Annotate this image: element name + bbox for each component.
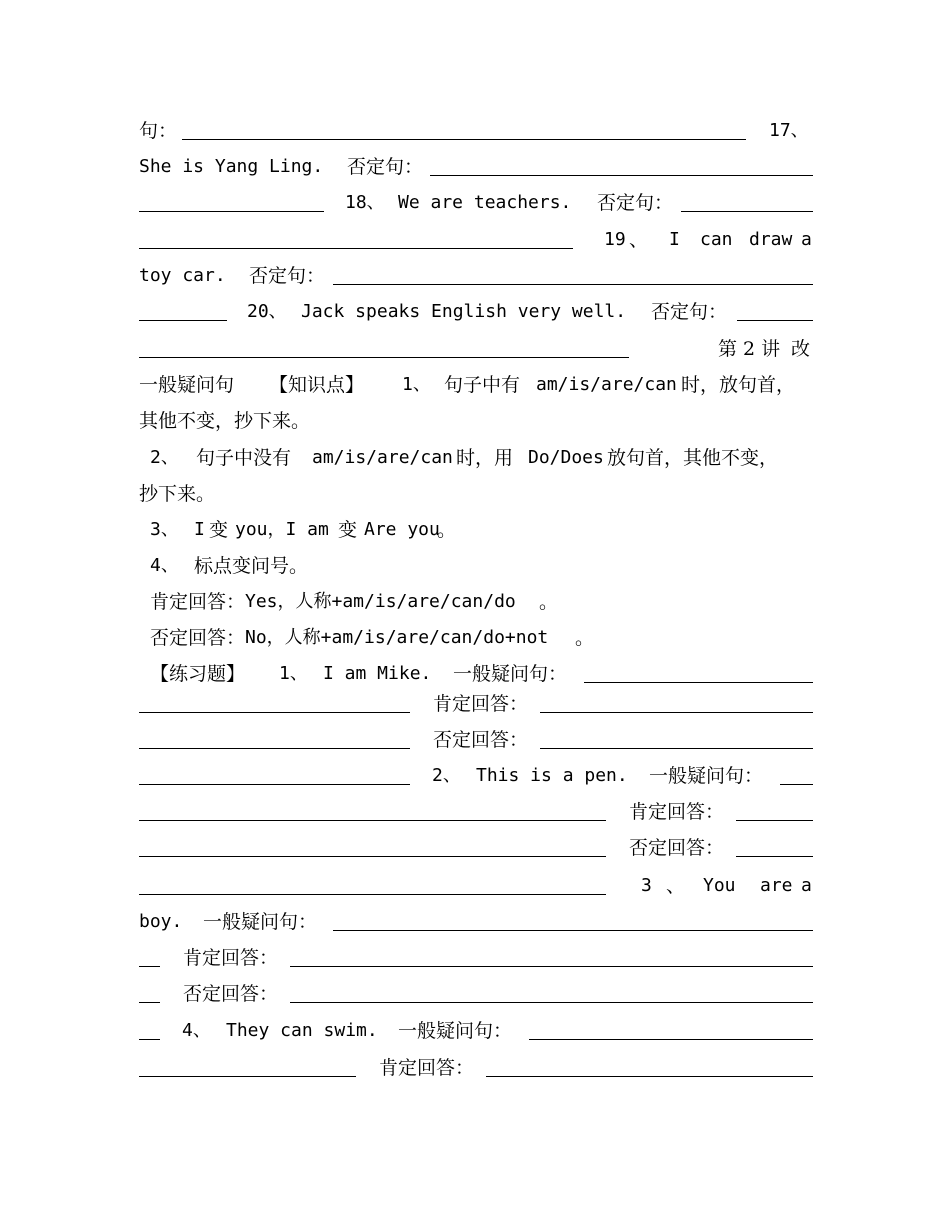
answer-blank bbox=[139, 784, 410, 785]
question-number: 1、 bbox=[279, 663, 308, 684]
line-label: 肯定回答： bbox=[379, 1057, 475, 1079]
keyword: am/is/are/can bbox=[536, 374, 677, 395]
text-line bbox=[139, 113, 813, 149]
english-sentence: I am Mike. bbox=[323, 663, 432, 684]
line-text: 其他不变，抄下来。 bbox=[139, 410, 311, 432]
answer-blank bbox=[139, 357, 629, 358]
question-number: 20、 bbox=[247, 301, 287, 322]
line-label: 否定句： bbox=[651, 301, 728, 323]
answer-blank bbox=[139, 1039, 160, 1040]
english-word: can bbox=[700, 229, 733, 250]
text-line bbox=[139, 440, 813, 476]
line-text: 时，用 bbox=[456, 447, 514, 469]
keyword: Do/Does bbox=[528, 447, 604, 468]
english-word: a bbox=[801, 229, 812, 250]
keyword: am/is/are/can bbox=[312, 447, 453, 468]
question-number: 19 bbox=[604, 229, 626, 250]
line-label: 否定句： bbox=[597, 192, 674, 214]
answer-blank bbox=[139, 712, 410, 713]
section-label: 【知识点】 bbox=[269, 374, 365, 396]
question-number: 18、 bbox=[345, 192, 385, 213]
text-line bbox=[139, 794, 813, 830]
answer-blank bbox=[139, 748, 410, 749]
question-number: 17、 bbox=[769, 120, 809, 141]
answer-blank bbox=[139, 1076, 356, 1077]
text-line bbox=[139, 476, 813, 512]
english-sentence: toy car. bbox=[139, 265, 226, 286]
text-line bbox=[139, 403, 813, 439]
line-label: 否定句： bbox=[249, 265, 326, 287]
answer-blank bbox=[736, 856, 813, 857]
line-text: 句子中有 bbox=[444, 374, 521, 396]
text-line bbox=[139, 758, 813, 794]
text-line bbox=[139, 185, 813, 221]
line-text: 抄下来。 bbox=[139, 483, 216, 505]
line-label: 否定回答： bbox=[150, 627, 246, 649]
line-text: 、 bbox=[666, 875, 686, 897]
answer-blank bbox=[139, 320, 227, 321]
text-line bbox=[139, 976, 813, 1012]
section-label: 【练习题】 bbox=[150, 663, 246, 685]
line-label: 一般疑问句： bbox=[453, 663, 568, 685]
text-line bbox=[139, 367, 813, 403]
line-text: 。 bbox=[437, 519, 457, 541]
line-label: 肯定回答： bbox=[150, 591, 246, 613]
answer-blank bbox=[139, 894, 606, 895]
english-word: are bbox=[760, 875, 793, 896]
line-text: 句： bbox=[139, 120, 178, 142]
answer-blank bbox=[486, 1076, 813, 1077]
text-line bbox=[139, 904, 813, 940]
line-text: 、 bbox=[629, 229, 649, 251]
line-text: 标点变问号。 bbox=[194, 555, 309, 577]
english-sentence: This is a pen. bbox=[476, 765, 628, 786]
answer-blank bbox=[681, 211, 813, 212]
lesson-heading: 一般疑问句 bbox=[139, 374, 235, 396]
answer-blank bbox=[139, 820, 606, 821]
answer-blank bbox=[736, 820, 813, 821]
line-text: 句子中没有 bbox=[196, 447, 292, 469]
answer-blank bbox=[139, 211, 324, 212]
english-word: You bbox=[703, 875, 736, 896]
line-label: 肯定回答： bbox=[433, 693, 529, 715]
line-label: 肯定回答： bbox=[629, 801, 725, 823]
line-label: 一般疑问句： bbox=[649, 765, 764, 787]
answer-blank bbox=[290, 966, 813, 967]
rule-text: No，人称+am/is/are/can/do+not bbox=[245, 627, 549, 648]
line-text: 时，放句首， bbox=[681, 374, 796, 396]
keyword: I bbox=[194, 519, 205, 540]
answer-blank bbox=[139, 966, 160, 967]
answer-blank bbox=[529, 1039, 813, 1040]
question-number: 4、 bbox=[182, 1020, 211, 1041]
text-line bbox=[139, 512, 813, 548]
lesson-heading: 改 bbox=[791, 338, 811, 360]
english-word: draw bbox=[749, 229, 793, 250]
question-number: 2、 bbox=[432, 765, 461, 786]
answer-blank bbox=[139, 1002, 160, 1003]
line-text: 放句首，其他不变， bbox=[607, 447, 779, 469]
line-text: 变 bbox=[338, 519, 358, 541]
line-text: 变 bbox=[209, 519, 229, 541]
text-line bbox=[139, 222, 813, 258]
lesson-heading: 第 2 讲 bbox=[718, 338, 781, 360]
line-text: 。 bbox=[575, 627, 595, 649]
line-label: 否定句： bbox=[347, 156, 424, 178]
answer-blank bbox=[540, 748, 813, 749]
answer-blank bbox=[584, 682, 813, 683]
answer-blank bbox=[430, 175, 813, 176]
english-sentence: They can swim. bbox=[226, 1020, 378, 1041]
english-sentence: She is Yang Ling. bbox=[139, 156, 324, 177]
english-word: I bbox=[669, 229, 680, 250]
answer-blank bbox=[737, 320, 813, 321]
answer-blank bbox=[182, 139, 746, 140]
answer-blank bbox=[333, 284, 813, 285]
text-line bbox=[139, 1013, 813, 1049]
keyword: Are you bbox=[364, 519, 440, 540]
answer-blank bbox=[290, 1002, 813, 1003]
question-number: 3 bbox=[641, 875, 652, 896]
text-line bbox=[139, 331, 813, 367]
text-line bbox=[139, 940, 813, 976]
text-line bbox=[139, 1050, 813, 1086]
rule-text: Yes，人称+am/is/are/can/do bbox=[245, 591, 516, 612]
answer-blank bbox=[333, 930, 813, 931]
english-sentence: Jack speaks English very well. bbox=[301, 301, 627, 322]
line-label: 否定回答： bbox=[629, 837, 725, 859]
text-line bbox=[139, 686, 813, 722]
text-line bbox=[139, 258, 813, 294]
item-number: 2、 bbox=[150, 447, 179, 468]
text-line bbox=[139, 294, 813, 330]
item-number: 3、 bbox=[150, 519, 179, 540]
line-label: 肯定回答： bbox=[183, 947, 279, 969]
answer-blank bbox=[139, 248, 573, 249]
answer-blank bbox=[540, 712, 813, 713]
keyword: you，I am bbox=[235, 519, 329, 540]
item-number: 1、 bbox=[402, 374, 431, 395]
english-sentence: We are teachers. bbox=[398, 192, 572, 213]
answer-blank bbox=[780, 784, 813, 785]
line-label: 否定回答： bbox=[183, 983, 279, 1005]
line-label: 一般疑问句： bbox=[398, 1020, 513, 1042]
english-word: a bbox=[801, 875, 812, 896]
text-line bbox=[139, 830, 813, 866]
text-line bbox=[139, 620, 813, 656]
text-line bbox=[139, 584, 813, 620]
text-line bbox=[139, 548, 813, 584]
answer-blank bbox=[139, 856, 606, 857]
text-line bbox=[139, 149, 813, 185]
line-label: 一般疑问句： bbox=[203, 911, 318, 933]
line-text: 。 bbox=[539, 591, 559, 613]
english-sentence: boy. bbox=[139, 911, 183, 932]
line-label: 否定回答： bbox=[433, 729, 529, 751]
item-number: 4、 bbox=[150, 555, 179, 576]
text-line bbox=[139, 868, 813, 904]
text-line bbox=[139, 722, 813, 758]
